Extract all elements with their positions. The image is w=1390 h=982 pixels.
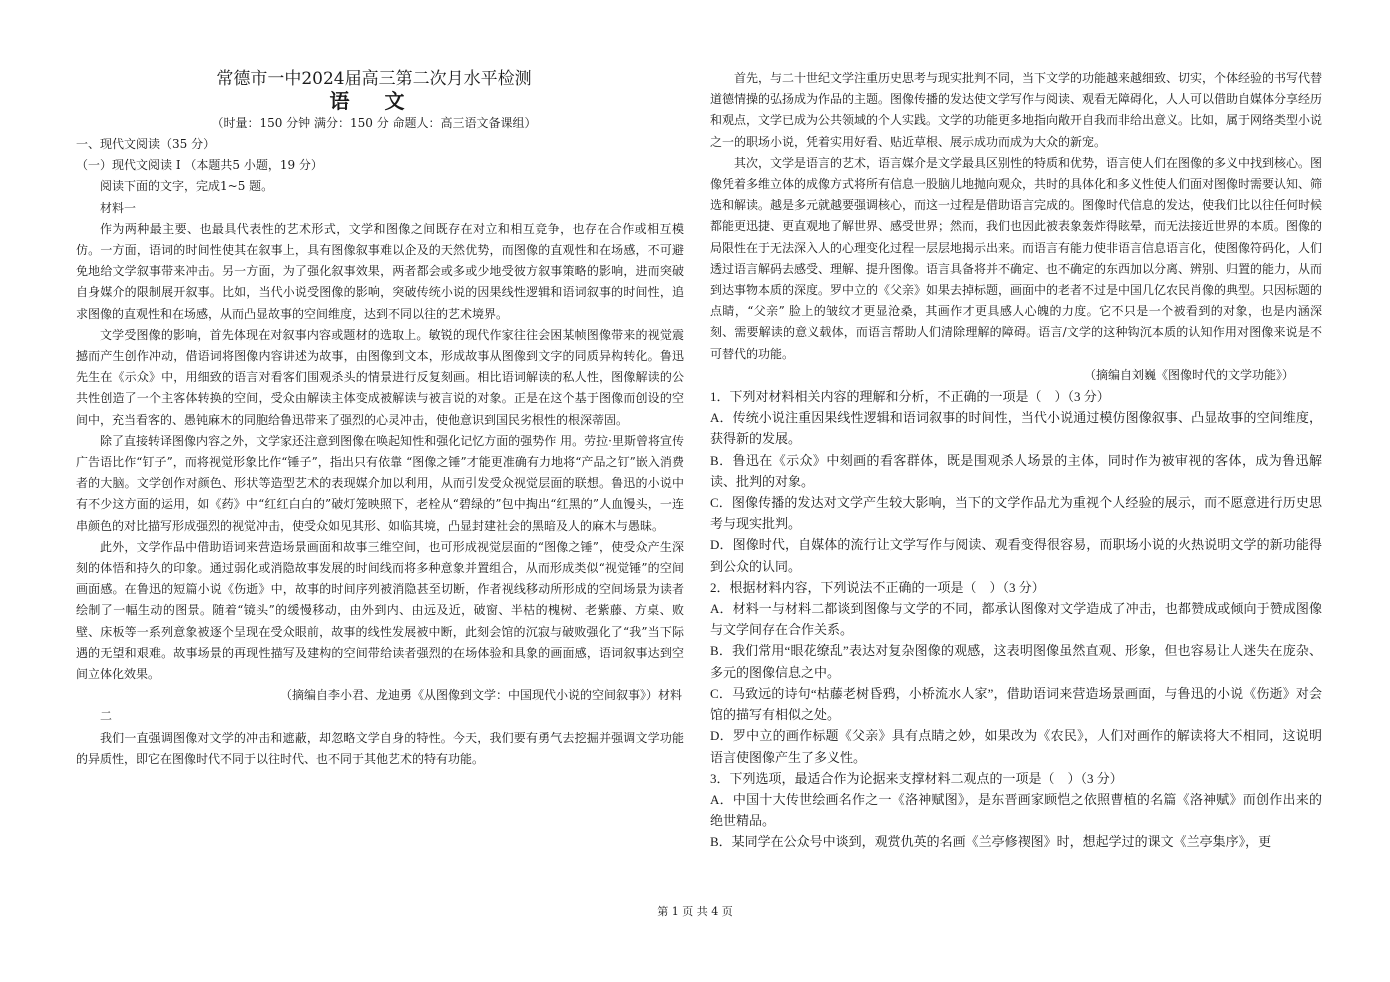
- question-option: C．马致远的诗句“枯藤老树昏鸦，小桥流水人家”，借助语词来营造场景画面，与鲁迅的小说《伤逝》对会馆的描写有相似之处。: [710, 685, 1322, 723]
- question-option: A．中国十大传世绘画名作之一《洛神赋图》，是东晋画家顾恺之依照曹植的名篇《洛神赋》而创作出来的绝世精品。: [710, 791, 1322, 829]
- section-heading: 一、现代文阅读（35 分）: [76, 137, 216, 151]
- material-one-paragraph: 文学受图像的影响，首先体现在对叙事内容或题材的选取上。敏锐的现代作家往往会困某帧图像带来的视觉震撼而产生创作冲动，借语词将图像内容讲述为故事，由图像到文本，形成故事从图像到文字的同质异构转化。鲁迅先生在《示众》中，用细致的语言对看客们围观杀头的情景进行反复刻画。相比语词解读的私人性，图像解读的公共性创造了一个主客体转换的空间，受众由解读主体变成被解读与被言说的对象。正是在这个基于图像而创设的空间中，充当看客的、愚钝麻木的同胞给鲁迅带来了强烈的心灵冲击，使他意识到国民劣根性的根深蒂固。: [76, 327, 684, 427]
- question-option: C．图像传播的发达对文学产生较大影响，当下的文学作品尤为重视个人经验的展示，而不愿意进行历史思考与现实批判。: [710, 495, 1322, 532]
- page-footer: 第 1 页 共 4 页: [657, 905, 733, 918]
- question-option: B．我们常用“眼花缭乱”表达对复杂图像的观感，这表明图像虽然直观、形象，但也容易让人迷失在庞杂、多元的图像信息之中。: [710, 643, 1322, 680]
- reading-instruction: 阅读下面的文字，完成1~5 题。: [100, 179, 274, 194]
- exam-title: 常德市一中2024届高三第二次月水平检测: [216, 69, 532, 89]
- right-column: [710, 68, 1322, 853]
- question-option: A．材料一与材料二都谈到图像与文学的不同，都承认图像对文学造成了冲击，也都赞成或倾向于赞成图像与文学间存在合作关系。: [710, 601, 1322, 638]
- question-option: A．传统小说注重因果线性逻辑和语词叙事的时间性，当代小说通过模仿图像叙事、凸显故事的空间维度，获得新的发展。: [710, 410, 1322, 447]
- question-stem: 3．下列选项，最适合作为论据来支撑材料二观点的一项是（ ）（3 分）: [710, 770, 1123, 786]
- material-one-label: 材料一: [100, 200, 137, 215]
- question-stem: 2．根据材料内容，下列说法不正确的一项是（ ）（3 分）: [710, 579, 1045, 595]
- material-two-source: （摘编自刘巍《图像时代的文学功能》）: [1083, 367, 1294, 382]
- material-one-paragraph: 作为两种最主要、也最具代表性的艺术形式，文学和图像之间既存在对立和相互竞争，也存在合作或相互模仿。一方面，语词的时间性使其在叙事上，具有图像叙事难以企及的天然优势，而图像的直观性和在场感，不可避免地给文学叙事带来冲击。另一方面，为了强化叙事效果，两者都会或多或少地受彼方叙事策略的影响，进而突破自身媒介的限制展开叙事。比如，当代小说受图像的影响，突破传统小说的因果线性逻辑和语词叙事的时间性，追求图像的直观性和在场感，从而凸显故事的空间维度，达到不同以往的艺术境界。: [76, 221, 684, 321]
- material-one-source: （摘编自李小君、龙迪勇《从图像到文学：中国现代小说的空间叙事》）材料: [279, 688, 682, 703]
- exam-meta: （时量：150 分钟 满分：150 分 命题人：高三语文备课组）: [211, 116, 537, 130]
- left-column: [76, 68, 684, 770]
- subject-title: 语 文: [329, 89, 419, 113]
- question-stem: 1．下列对材料相关内容的理解和分析，不正确的一项是（ ）（3 分）: [710, 389, 1110, 405]
- question-option: B．某同学在公众号中谈到，观赏仇英的名画《兰亭修禊图》时，想起学过的课文《兰亭集序》，更: [710, 834, 1272, 850]
- question-option: D．图像时代，自媒体的流行让文学写作与阅读、观看变得很容易，而职场小说的火热说明文学的新功能得到公众的认同。: [710, 537, 1322, 574]
- material-two-label: 二: [100, 709, 113, 724]
- question-3: [710, 768, 1322, 853]
- question-option: B．鲁迅在《示众》中刻画的看客群体，既是围观杀人场景的主体，同时作为被审视的客体，成为鲁迅解读、批判的对象。: [710, 452, 1322, 489]
- question-option: D．罗中立的画作标题《父亲》具有点睛之妙，如果改为《农民》，人们对画作的解读将大不相同，这说明语言使图像产生了多义性。: [710, 728, 1322, 765]
- material-one-paragraph: 此外，文学作品中借助语词来营造场景画面和故事三维空间，也可形成视觉层面的“图像之锤”，使受众产生深刻的体悟和持久的印象。通过弱化或消隐故事发展的时间线而将多种意象并置组合，从而形成类似“视觉锤”的空间画面感。在鲁迅的短篇小说《伤逝》中，故事的时间序列被消隐甚至切断，作者视线移动所形成的空间场景为读者绘制了一幅生动的图景。随着“镜头”的缓慢移动，由外到内、由远及近，破窗、半枯的槐树、老紫藤、方桌、败壁、床板等一系列意象被逐个呈现在受众眼前，故事的线性发展被中断，此刻会馆的沉寂与破败强化了“我”当下际遇的无望和艰难。故事场景的再现性描写及建构的空间带给读者强烈的在场体验和具象的画面感，语词叙事达到空间立体化效果。: [76, 539, 684, 682]
- material-one-paragraph: 除了直接转译图像内容之外，文学家还注意到图像在唤起知性和强化记忆方面的强势作 用。劳拉·里斯曾将宣传广告语比作“钉子”，而将视觉形象比作“锤子”，指出只有依靠 “图像之锤”才能更准确有力地将“产品之钉”嵌入消费者的大脑。文学创作对颜色、形状等造型艺术的表现媒介加以利用，从而引发受众视觉层面的联想。鲁迅的小说中有不少这方面的运用，如《药》中“红红白白的”破灯笼映照下，老栓从“碧绿的”包中掏出“红黑的”人血馒头，一连串颜色的对比描写形成强烈的视觉冲击，使受众如见其形、如临其境，凸显封建社会的黑暗及人的麻木与愚昧。: [76, 433, 684, 533]
- material-two-paragraph: 其次，文学是语言的艺术，语言媒介是文学最具区别性的特质和优势，语言使人们在图像的多义中找到核心。图像凭着多维立体的成像方式将所有信息一股脑儿地抛向观众，共时的具体化和多义性使人们面对图像时需要认知、筛选和解读。越是多元就越要强调核心，而这一过程是借助语言完成的。图像时代信息的发达，使我们比以往任何时候都能更迅捷、更直观地了解世界、感受世界；然而，我们也因此被表象轰炸得眩晕，而无法接近世界的本质。图像的局限性在于无法深入人的心理变化过程一层层地揭示出来。而语言有能力使非语言信息语言化，使图像符码化，人们透过语言解码去感受、理解、提升图像。语言具备将并不确定、也不确定的东西加以分离、辨别、归置的能力，从而到达事物本质的深度。罗中立的《父亲》如果去掉标题，画面中的老者不过是中国几亿农民肖像的典型。只因标题的点睛，“父亲” 脸上的皱纹才更显沧桑，其画作才更具感人心魄的力度。它不只是一个被看到的对象，也是内涵深刻、需要解读的意义载体，而语言帮助人们清除理解的障碍。语言/文学的这种钩沉本质的认知作用对图像来说是不可替代的功能。: [710, 155, 1323, 361]
- material-two-paragraph: 首先，与二十世纪文学注重历史思考与现实批判不同，当下文学的功能越来越细致、切实，个体经验的书写代替道德情操的弘扬成为作品的主题。图像传播的发达使文学写作与阅读、观看无障碍化，人人可以借助自媒体分享经历和观点，文学已成为公共领域的个人实践。文学的功能更多地指向敞开自我而非给出意义。比如，属于网络类型小说之一的职场小说，凭着实用好看、贴近草根、展示成功而成为大众的新宠。: [710, 71, 1323, 149]
- subsection-heading: （一）现代文阅读 I （本题共5 小题，19 分）: [76, 158, 323, 173]
- question-1: [710, 386, 1322, 577]
- question-2: [710, 577, 1322, 768]
- material-two-paragraph: 我们一直强调图像对文学的冲击和遮蔽，却忽略文学自身的特性。今天，我们要有勇气去挖掘并强调文学功能的异质性，即它在图像时代不同于以往时代、也不同于其他艺术的特有功能。: [76, 730, 684, 766]
